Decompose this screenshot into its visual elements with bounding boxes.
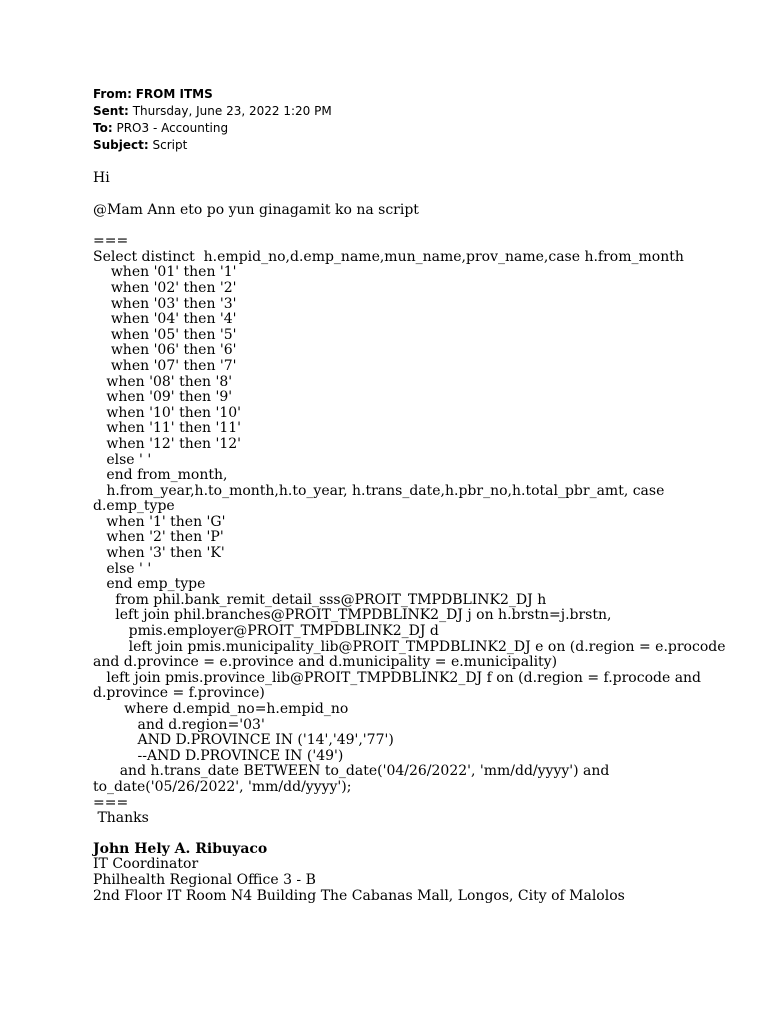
script-line: left join phil.branches@PROIT_TMPDBLINK2_DJ j on h.brstn=j.brstn, — [93, 607, 612, 624]
script-line: and h.trans_date BETWEEN to_date('04/26/2022', 'mm/dd/yyyy') and to_date('05/26/2022', 'mm/dd/yyyy'); — [93, 763, 614, 795]
script-line: when '09' then '9' — [93, 389, 233, 406]
thanks-line: Thanks — [93, 810, 149, 827]
script-line: when '03' then '3' — [93, 295, 237, 312]
intro-message: @Mam Ann eto po yun ginagamit ko na script — [93, 201, 419, 218]
sql-script — [93, 234, 733, 827]
script-line: end from_month, — [93, 467, 228, 484]
from-value: FROM ITMS — [135, 87, 213, 101]
script-line: when '01' then '1' — [93, 264, 237, 281]
from-line — [93, 86, 733, 103]
script-line: when '12' then '12' — [93, 435, 241, 452]
script-line: when '1' then 'G' — [93, 513, 226, 530]
sent-line — [93, 103, 733, 120]
script-line: when '10' then '10' — [93, 404, 241, 421]
sent-value: Thursday, June 23, 2022 1:20 PM — [132, 104, 332, 118]
to-label: To: — [93, 121, 113, 135]
signature-office: Philhealth Regional Office 3 - B — [93, 871, 316, 888]
script-line: when '08' then '8' — [93, 373, 233, 390]
script-line: === — [93, 233, 129, 250]
script-line: AND D.PROVINCE IN ('14','49','77') — [93, 732, 394, 749]
from-label: From: — [93, 87, 132, 101]
to-line — [93, 120, 733, 137]
script-line: when '04' then '4' — [93, 311, 237, 328]
script-line: when '05' then '5' — [93, 326, 237, 343]
script-line: else ' ' — [93, 560, 152, 577]
greeting: Hi — [93, 170, 110, 186]
script-line: === — [93, 794, 129, 811]
email-document — [93, 86, 733, 904]
script-line: when '07' then '7' — [93, 357, 237, 374]
script-line: where d.empid_no=h.empid_no — [93, 701, 349, 717]
script-line: pmis.employer@PROIT_TMPDBLINK2_DJ d — [93, 623, 439, 640]
script-line: from phil.bank_remit_detail_sss@PROIT_TMPDBLINK2_DJ h — [93, 591, 547, 608]
signature-name: John Hely A. Ribuyaco — [93, 840, 268, 857]
script-line: --AND D.PROVINCE IN ('49') — [93, 747, 344, 764]
script-line: when '06' then '6' — [93, 342, 237, 359]
script-line: Select distinct h.empid_no,d.emp_name,mun_name,prov_name,case h.from_month — [93, 248, 684, 265]
signature-address: 2nd Floor IT Room N4 Building The Cabanas Mall, Longos, City of Malolos — [93, 887, 625, 904]
script-line: else ' ' — [93, 451, 152, 468]
email-header — [93, 86, 733, 154]
to-value: PRO3 - Accounting — [116, 121, 229, 135]
subject-label: Subject: — [93, 138, 149, 152]
script-line: left join pmis.municipality_lib@PROIT_TMPDBLINK2_DJ e on (d.region = e.procode and d.province = e.province and d.municipality = e.municipality) — [93, 638, 730, 671]
script-line: and d.region='03' — [93, 716, 265, 733]
signature-block — [93, 842, 733, 904]
script-line: when '02' then '2' — [93, 279, 237, 296]
script-line: when '2' then 'P' — [93, 529, 224, 546]
script-line: when '3' then 'K' — [93, 545, 225, 562]
subject-value: Script — [152, 138, 188, 152]
script-line: when '11' then '11' — [93, 420, 241, 437]
script-line: h.from_year,h.to_month,h.to_year, h.trans_date,h.pbr_no,h.total_pbr_amt, case d.emp_type — [93, 482, 669, 515]
script-line: end emp_type — [93, 576, 206, 593]
signature-title: IT Coordinator — [93, 856, 199, 873]
script-line: left join pmis.province_lib@PROIT_TMPDBLINK2_DJ f on (d.region = f.procode and d.province = f.province) — [93, 669, 706, 702]
sent-label: Sent: — [93, 104, 129, 118]
subject-line — [93, 137, 733, 154]
